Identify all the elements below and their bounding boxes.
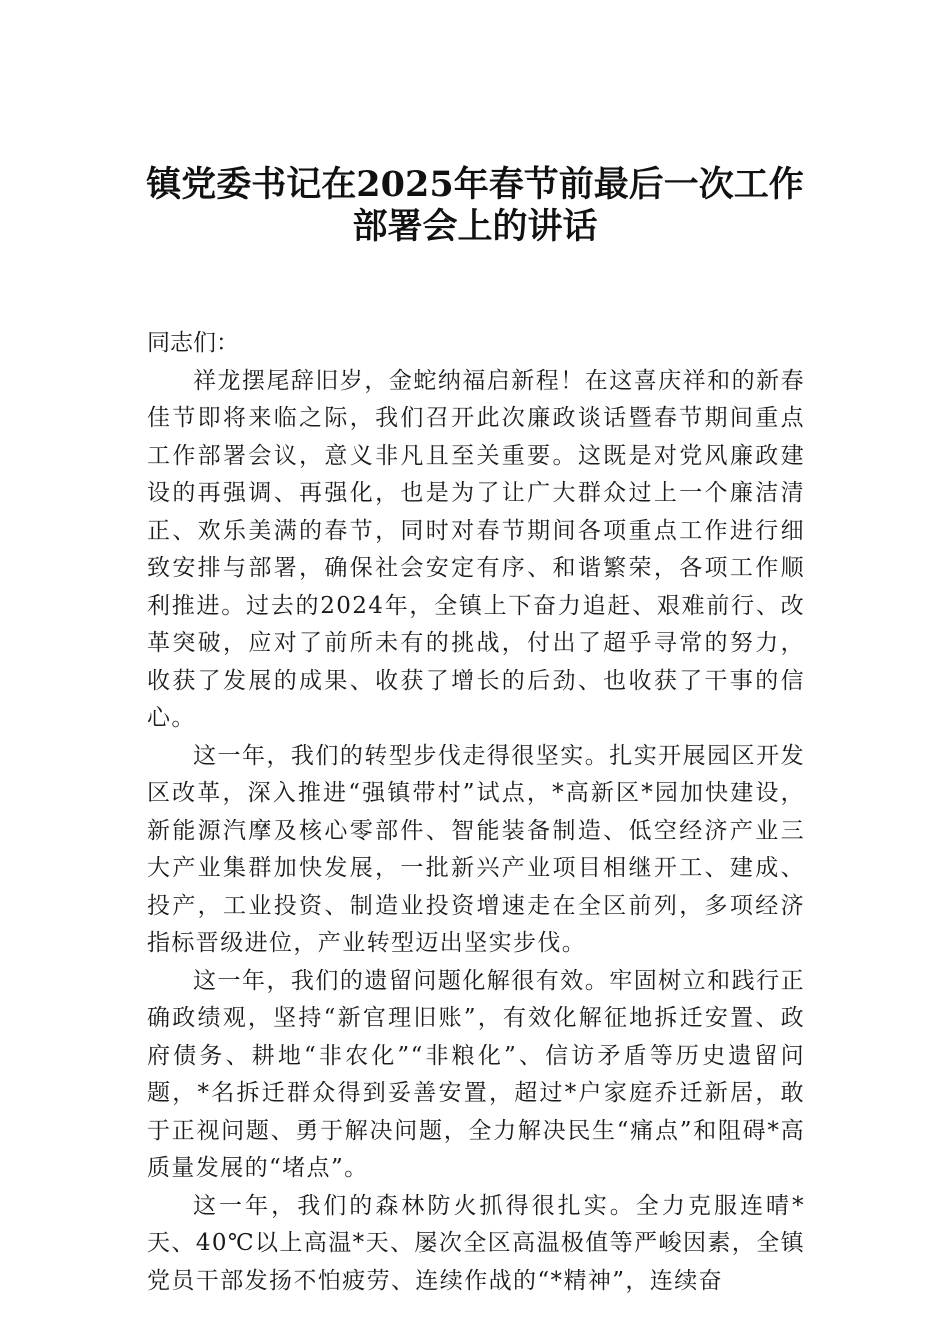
paragraph-transformation: 这一年，我们的转型步伐走得很坚实。扎实开展园区开发区改革，深入推进“强镇带村”试点，*高新区*园加快建设，新能源汽摩及核心零部件、智能装备制造、低空经济产业三大产业集群加快发展，一批新兴产业项目相继开工、建成、投产，工业投资、制造业投资增速走在全区前列，多项经济指标晋级进位，产业转型迈出坚实步伐。	[147, 742, 805, 956]
paragraph-legacy-issues: 这一年，我们的遗留问题化解很有效。牢固树立和践行正确政绩观，坚持“新官理旧账”，有效化解征地拆迁安置、政府债务、耕地“非农化”“非粮化”、信访矛盾等历史遗留问题，*名拆迁群众得到妥善安置，超过*户家庭乔迁新居，敢于正视问题、勇于解决问题，全力解决民生“痛点”和阻碍*高质量发展的“堵点”。	[147, 967, 805, 1181]
document-title-line-2: 部署会上的讲话	[352, 206, 598, 247]
paragraph-intro: 祥龙摆尾辞旧岁，金蛇纳福启新程！在这喜庆祥和的新春佳节即将来临之际，我们召开此次廉政谈话暨春节期间重点工作部署会议，意义非凡且至关重要。这既是对党风廉政建设的再强调、再强化，也是为了让广大群众过上一个廉洁清正、欢乐美满的春节，同时对春节期间各项重点工作进行细致安排与部署，确保社会安定有序、和谐繁荣，各项工作顺利推进。过去的2024年，全镇上下奋力追赶、艰难前行、改革突破，应对了前所未有的挑战，付出了超乎寻常的努力，收获了发展的成果、收获了增长的后劲、也收获了干事的信心。	[147, 367, 805, 731]
document-body	[147, 325, 805, 1300]
salutation: 同志们：	[147, 330, 239, 356]
document-title-line-1: 镇党委书记在2025年春节前最后一次工作	[146, 164, 804, 205]
paragraph-fire-prevention: 这一年，我们的森林防火抓得很扎实。全力克服连晴*天、40℃以上高温*天、屡次全区高温极值等严峻因素，全镇党员干部发扬不怕疲劳、连续作战的“*精神”，连续奋	[147, 1192, 805, 1294]
